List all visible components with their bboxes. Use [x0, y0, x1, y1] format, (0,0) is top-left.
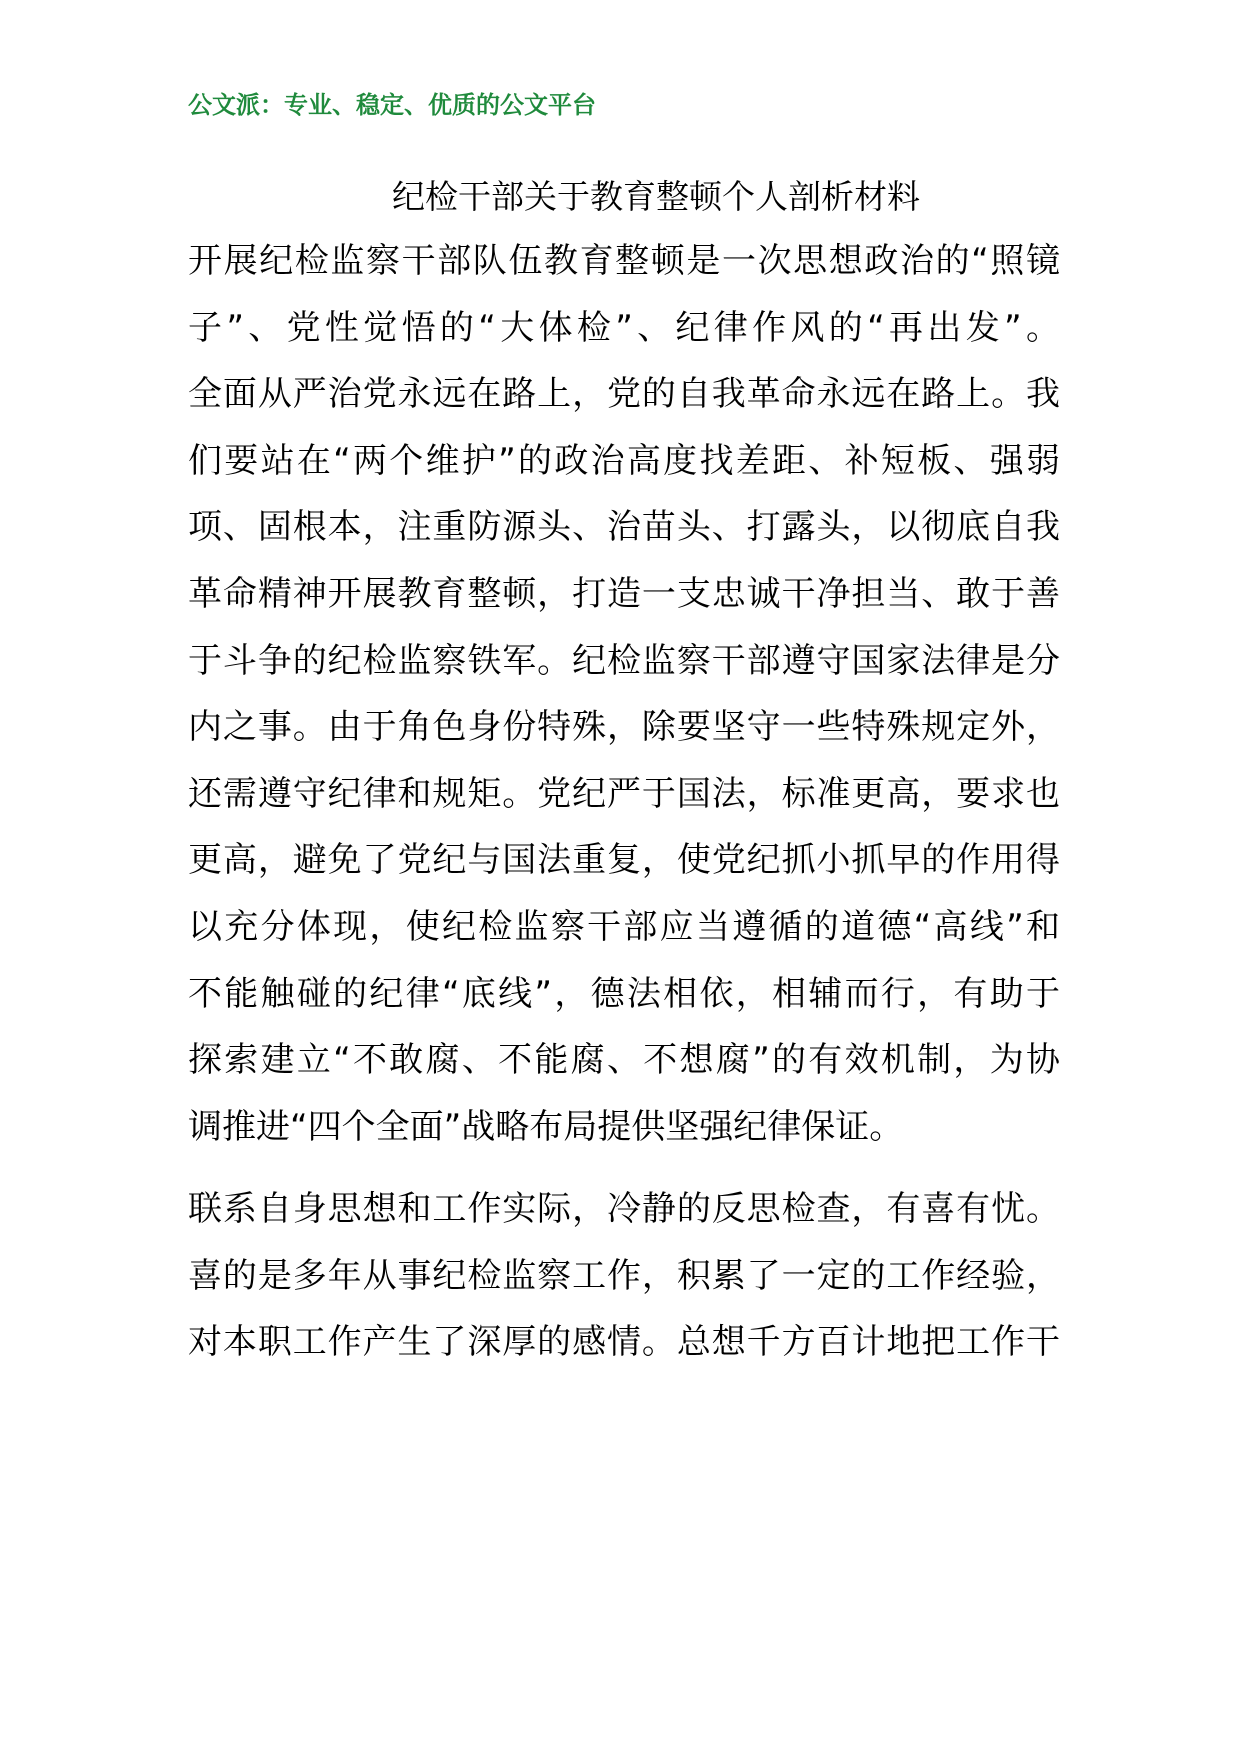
document-title [0, 175, 1240, 219]
platform-tagline: 公文派：专业、稳定、优质的公文平台 [188, 91, 596, 119]
paragraph-line: 以充分体现，使纪检监察干部应当遵循的道德“高线”和 [188, 907, 1060, 947]
paragraph-line: 联系自身思想和工作实际，冷静的反思检查，有喜有忧。 [188, 1189, 1060, 1229]
paragraph-line: 喜的是多年从事纪检监察工作，积累了一定的工作经验， [188, 1256, 1060, 1296]
paragraph-line: 们要站在“两个维护”的政治高度找差距、补短板、强弱 [188, 441, 1060, 481]
paragraph-line: 子”、党性觉悟的“大体检”、纪律作风的“再出发”。 [188, 308, 1060, 348]
document-title-text: 纪检干部关于教育整顿个人剖析材料 [392, 177, 920, 216]
paragraph-line: 革命精神开展教育整顿，打造一支忠诚干净担当、敢于善 [188, 574, 1060, 614]
paragraph-line: 更高，避免了党纪与国法重复，使党纪抓小抓早的作用得 [188, 840, 1060, 880]
paragraph-line: 开展纪检监察干部队伍教育整顿是一次思想政治的“照镜 [188, 241, 1060, 281]
paragraph-line: 调推进“四个全面”战略布局提供坚强纪律保证。 [188, 1107, 904, 1147]
paragraph-line: 不能触碰的纪律“底线”，德法相依，相辅而行，有助于 [188, 974, 1060, 1014]
paragraph-line: 项、固根本，注重防源头、治苗头、打露头，以彻底自我 [188, 507, 1060, 547]
paragraph-line: 内之事。由于角色身份特殊，除要坚守一些特殊规定外， [188, 707, 1060, 747]
paragraph-line: 探索建立“不敢腐、不能腐、不想腐”的有效机制，为协 [188, 1040, 1060, 1080]
paragraph-line: 于斗争的纪检监察铁军。纪检监察干部遵守国家法律是分 [188, 641, 1060, 681]
paragraph-line: 还需遵守纪律和规矩。党纪严于国法，标准更高，要求也 [188, 774, 1060, 814]
paragraph-line: 全面从严治党永远在路上，党的自我革命永远在路上。我 [188, 374, 1060, 414]
paragraph-line: 对本职工作产生了深厚的感情。总想千方百计地把工作干 [188, 1322, 1060, 1362]
